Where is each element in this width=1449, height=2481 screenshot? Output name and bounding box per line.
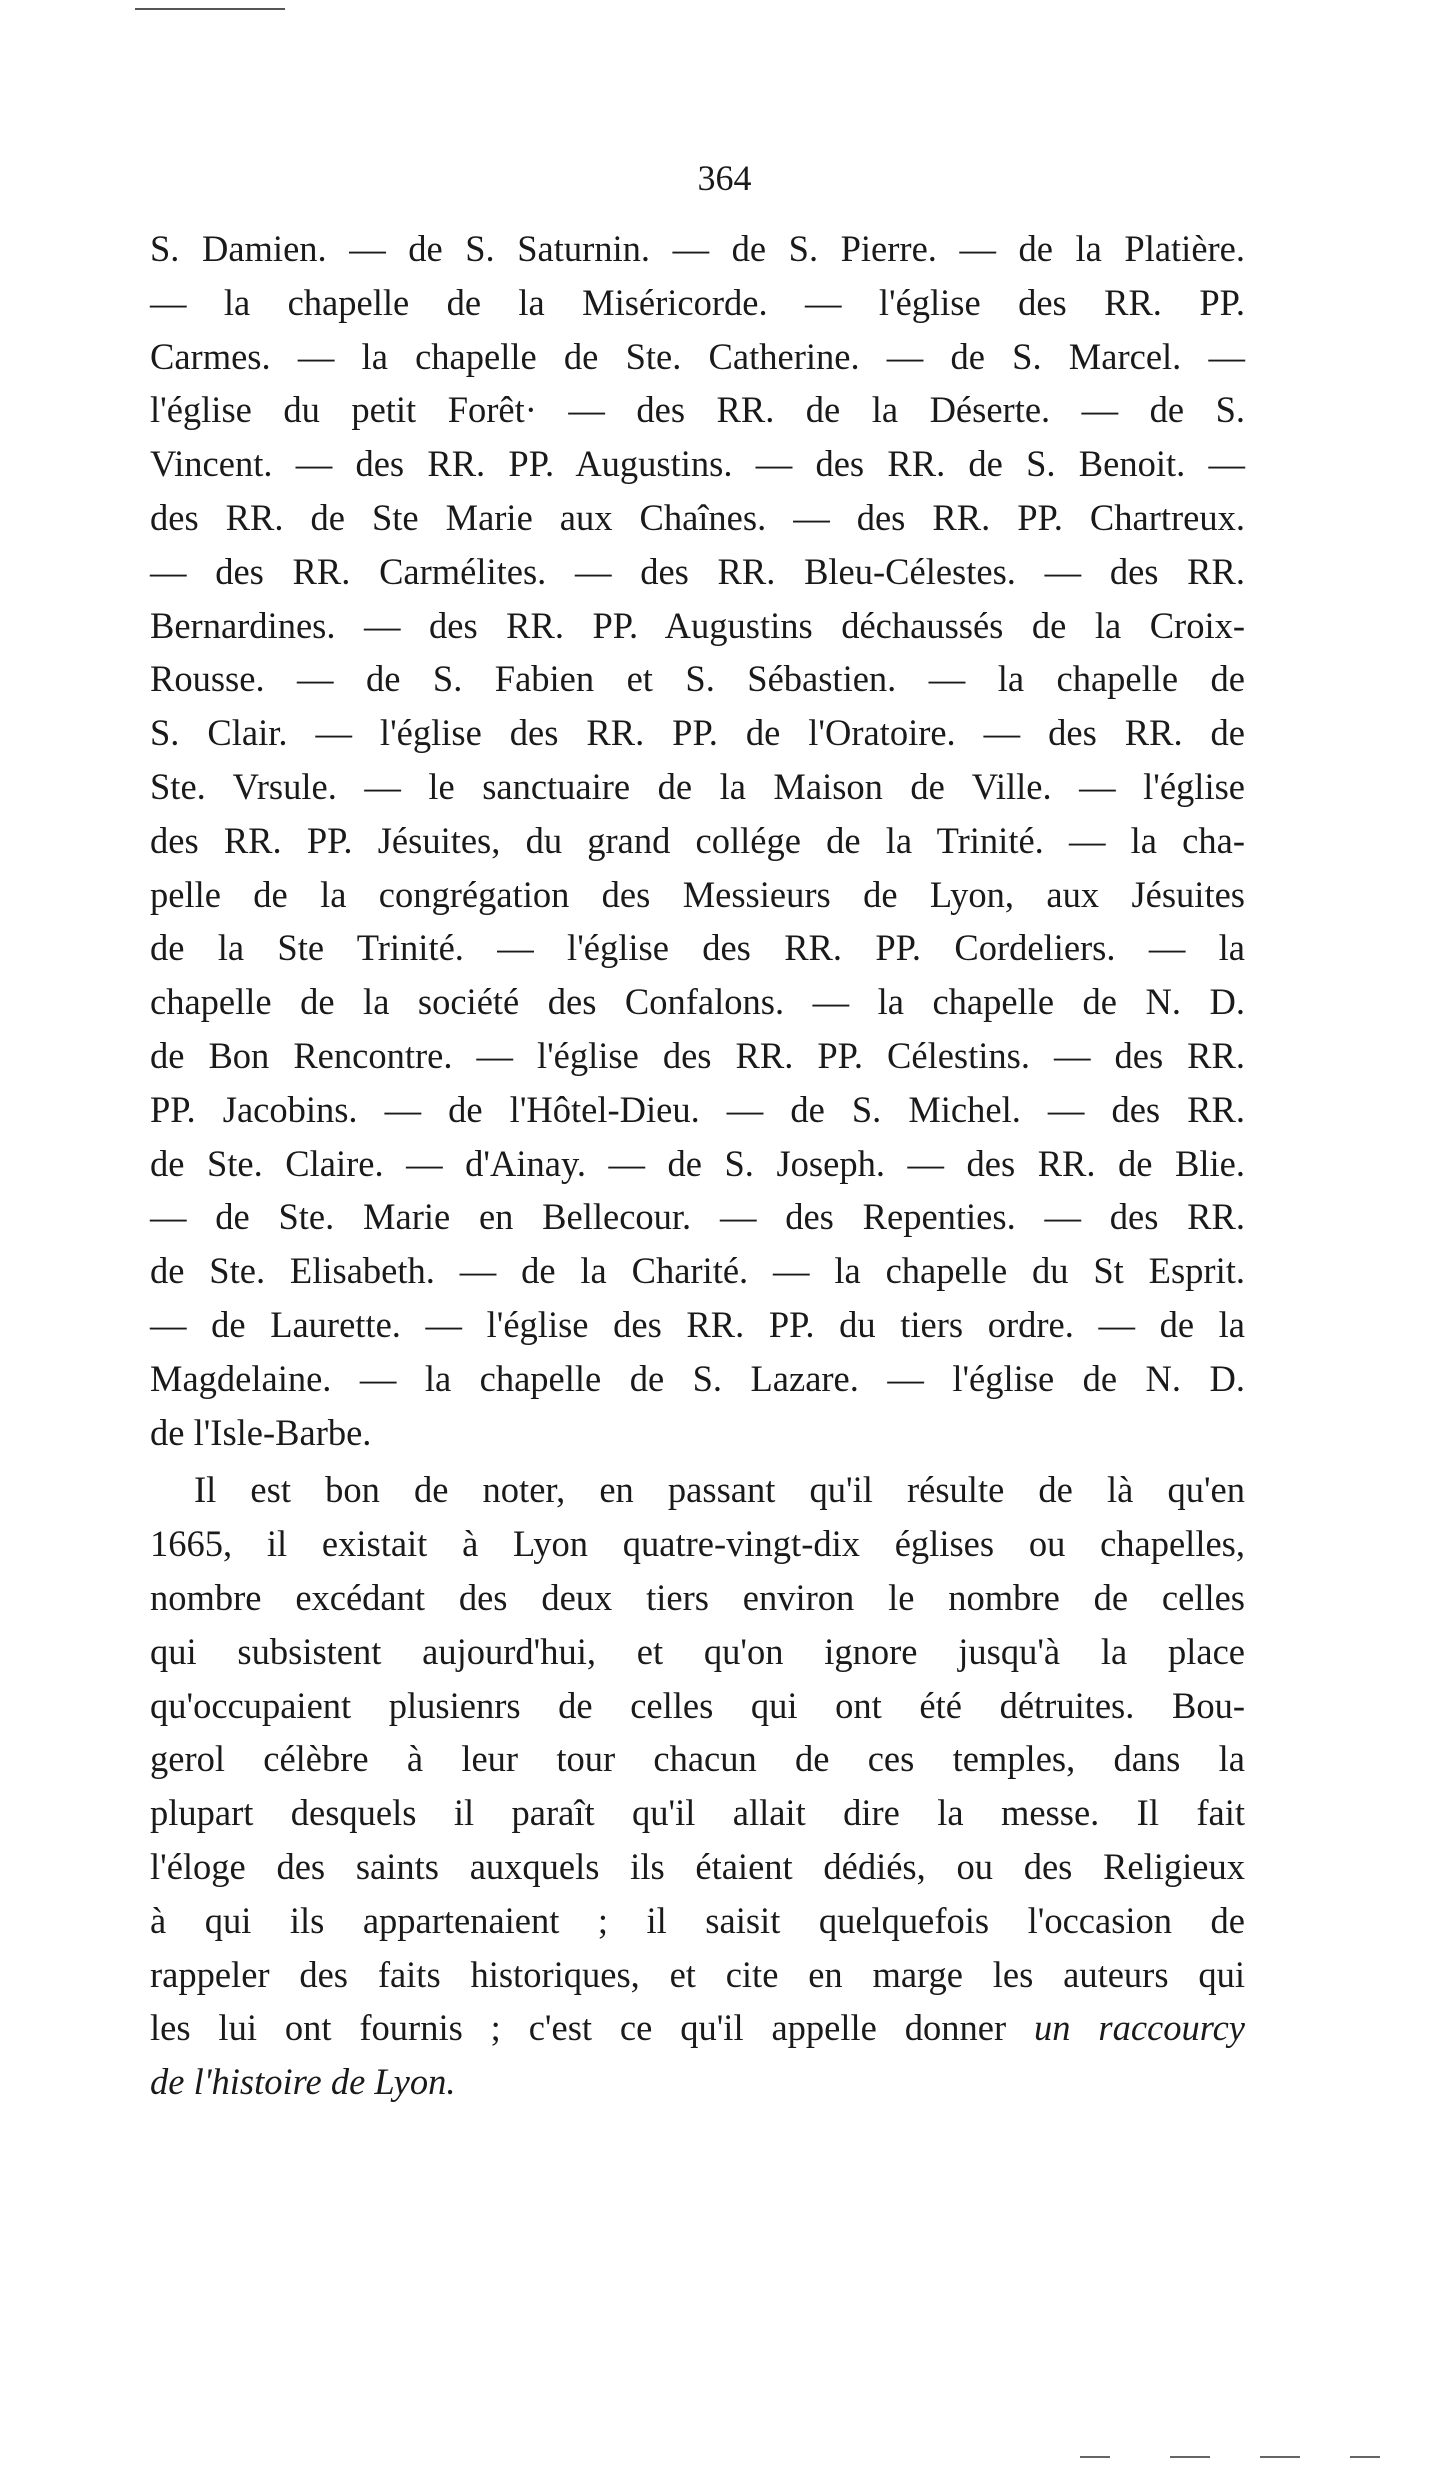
text-line: l'église du petit Forêt· — des RR. de la Déserte. — de S. — [150, 389, 1245, 431]
text-line: qu'occupaient plusienrs de celles qui ont été détruites. Bou- — [150, 1684, 1245, 1726]
text-line: de Ste. Elisabeth. — de la Charité. — la chapelle du St Esprit. — [150, 1250, 1245, 1292]
text-line: chapelle de la société des Confalons. — la chapelle de N. D. — [150, 981, 1245, 1023]
text-line: pelle de la congrégation des Messieurs de Lyon, aux Jésuites — [150, 873, 1245, 915]
text-line: de l'Isle-Barbe. — [150, 1411, 372, 1453]
text-line: — la chapelle de la Miséricorde. — l'église des RR. PP. — [150, 281, 1245, 323]
bottom-rule-dashes — [1080, 2456, 1400, 2459]
text-line — [150, 2001, 1245, 2055]
text-line: 1665, il existait à Lyon quatre-vingt-dix églises ou chapelles, — [150, 1523, 1245, 1565]
dash — [1350, 2456, 1380, 2458]
text-line: PP. Jacobins. — de l'Hôtel-Dieu. — de S. Michel. — des RR. — [150, 1088, 1245, 1130]
text-line: qui subsistent aujourd'hui, et qu'on ignore jusqu'à la place — [150, 1630, 1245, 1672]
text-italic: un raccourcy — [1034, 2007, 1245, 2049]
text-line: Bernardines. — des RR. PP. Augustins déchaussés de la Croix- — [150, 604, 1245, 646]
text-line: de Bon Rencontre. — l'église des RR. PP. Célestins. — des RR. — [150, 1034, 1245, 1076]
text-line: — de Laurette. — l'église des RR. PP. du tiers ordre. — de la — [150, 1303, 1245, 1345]
text-line: Vincent. — des RR. PP. Augustins. — des RR. de S. Benoit. — — [150, 443, 1245, 485]
paragraph-1 — [150, 222, 1245, 1459]
text-line: — des RR. Carmélites. — des RR. Bleu-Célestes. — des RR. — [150, 550, 1245, 592]
text-line: de Ste. Claire. — d'Ainay. — de S. Joseph. — des RR. de Blie. — [150, 1142, 1245, 1184]
text-line: Carmes. — la chapelle de Ste. Catherine. — de S. Marcel. — — [150, 335, 1245, 377]
text-line: de l'histoire de Lyon. — [150, 2061, 456, 2103]
text-line: à qui ils appartenaient ; il saisit quelquefois l'occasion de — [150, 1899, 1245, 1941]
text-plain: les lui ont fournis ; c'est ce qu'il appelle donner — [150, 2007, 1034, 2049]
page-body — [150, 222, 1245, 2109]
text-line: Il est bon de noter, en passant qu'il résulte de là qu'en — [194, 1469, 1245, 1511]
text-line: gerol célèbre à leur tour chacun de ces temples, dans la — [150, 1738, 1245, 1780]
text-line: l'éloge des saints auxquels ils étaient dédiés, ou des Religieux — [150, 1845, 1245, 1887]
text-line: S. Damien. — de S. Saturnin. — de S. Pierre. — de la Platière. — [150, 228, 1245, 269]
dash — [1080, 2456, 1110, 2458]
paragraph-2 — [150, 1463, 1245, 2109]
dash — [1260, 2456, 1300, 2458]
text-line: de la Ste Trinité. — l'église des RR. PP. Cordeliers. — la — [150, 927, 1245, 969]
top-rule — [135, 8, 285, 10]
text-line: — de Ste. Marie en Bellecour. — des Repenties. — des RR. — [150, 1196, 1245, 1238]
page-number: 364 — [697, 158, 752, 198]
text-line: rappeler des faits historiques, et cite en marge les auteurs qui — [150, 1953, 1245, 1995]
text-line: plupart desquels il paraît qu'il allait dire la messe. Il fait — [150, 1792, 1245, 1834]
text-line: nombre excédant des deux tiers environ le nombre de celles — [150, 1576, 1245, 1618]
text-line: S. Clair. — l'église des RR. PP. de l'Oratoire. — des RR. de — [150, 712, 1245, 754]
text-line: Rousse. — de S. Fabien et S. Sébastien. — la chapelle de — [150, 658, 1245, 700]
text-line: Magdelaine. — la chapelle de S. Lazare. — l'église de N. D. — [150, 1357, 1245, 1399]
text-line: Ste. Vrsule. — le sanctuaire de la Maison de Ville. — l'église — [150, 765, 1245, 807]
text-line: des RR. PP. Jésuites, du grand collége de la Trinité. — la cha- — [150, 819, 1245, 861]
text-line: des RR. de Ste Marie aux Chaînes. — des RR. PP. Chartreux. — [150, 496, 1245, 538]
dash — [1170, 2456, 1210, 2458]
